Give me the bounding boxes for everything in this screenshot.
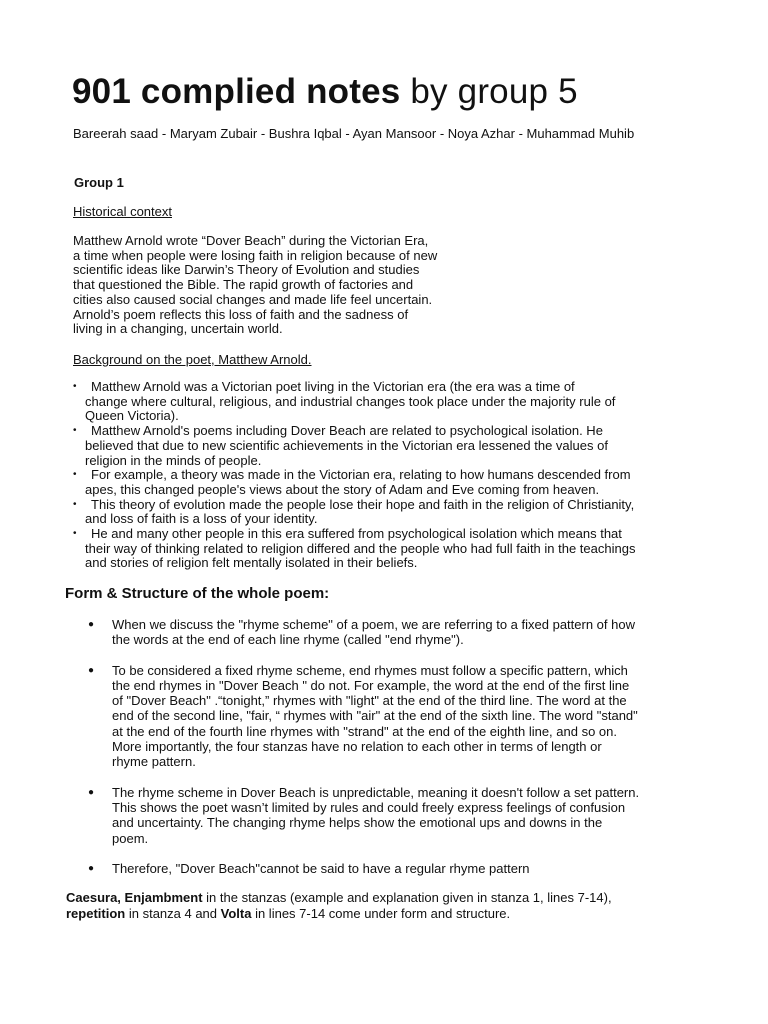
list-item <box>73 424 693 468</box>
text-line: at the end of the fourth line rhymes with "strand" at the end of the eighth line, and so on. <box>112 723 617 739</box>
historical-context-paragraph <box>73 234 437 337</box>
text-line: ● The rhyme scheme in Dover Beach is unpredictable, meaning it doesn't follow a set pattern. <box>112 784 640 800</box>
text-line: • Matthew Arnold was a Victorian poet living in the Victorian era (the era was a time of <box>91 379 575 394</box>
term-volta: Volta <box>220 906 252 921</box>
text-line: and uncertainty. The changing rhyme helps show the emotional ups and downs in the <box>112 815 603 831</box>
text-line: believed that due to new scientific achievements in the Victorian era lessened the values of <box>85 437 608 453</box>
text-line: Queen Victoria). <box>85 408 179 424</box>
text-line: the end rhymes in "Dover Beach " do not. For example, the word at the end of the first line <box>112 677 630 693</box>
group-label: Group 1 <box>74 175 124 190</box>
text-line: scientific ideas like Darwin’s Theory of Evolution and studies <box>73 262 420 278</box>
text-line: ● When we discuss the "rhyme scheme" of a poem, we are referring to a fixed pattern of how <box>112 617 635 632</box>
text-line: their way of thinking related to religion differed and the people who had full faith in the teachings <box>85 540 636 556</box>
text-line: • He and many other people in this era suffered from psychological isolation which means that <box>91 526 622 542</box>
page-title <box>72 72 578 112</box>
list-item <box>73 527 693 571</box>
text-line: and stories of religion felt mentally isolated in their beliefs. <box>85 555 418 571</box>
text-line: change where cultural, religious, and industrial changes took place under the majority rule of <box>85 393 616 409</box>
text-line <box>66 906 612 922</box>
text-line: ● Therefore, "Dover Beach"cannot be said to have a regular rhyme pattern <box>112 860 530 876</box>
list-item <box>88 785 688 846</box>
text-line: of "Dover Beach" .“tonight,” rhymes with "light" at the end of the third line. The word at the <box>112 693 627 709</box>
list-item <box>73 380 693 424</box>
text-line: • For example, a theory was made in the Victorian era, relating to how humans descended from <box>91 467 631 483</box>
background-list <box>73 380 693 571</box>
title-bold: 901 complied notes <box>72 72 401 111</box>
text-line: poem. <box>112 830 149 846</box>
background-heading: Background on the poet, Matthew Arnold. <box>73 352 312 367</box>
term-repetition: repetition <box>66 906 126 921</box>
text-line: This shows the poet wasn’t limited by rules and could freely express feelings of confusion <box>112 799 626 815</box>
text-line: More importantly, the four stanzas have no relation to each other in terms of length or <box>112 739 602 755</box>
text-line: • Matthew Arnold's poems including Dover Beach are related to psychological isolation. He <box>91 423 603 439</box>
list-item <box>88 617 688 648</box>
form-structure-heading: Form & Structure of the whole poem: <box>65 585 330 602</box>
text-line: and loss of faith is a loss of your identity. <box>85 511 318 527</box>
text-line: rhyme pattern. <box>112 754 196 770</box>
text-line: ● To be considered a fixed rhyme scheme, end rhymes must follow a specific pattern, which <box>112 662 628 678</box>
list-item <box>88 663 688 770</box>
text-fragment: in the stanzas (example and explanation given in stanza 1, lines 7-14), <box>202 890 612 905</box>
text-line: that questioned the Bible. The rapid growth of factories and <box>73 277 414 293</box>
text-line: cities also caused social changes and made life feel uncertain. <box>73 291 433 307</box>
text-fragment: in lines 7-14 come under form and structure. <box>251 906 511 921</box>
text-line: Matthew Arnold wrote “Dover Beach” during the Victorian Era, <box>73 233 429 248</box>
text-line: • This theory of evolution made the people lose their hope and faith in the religion of Christianity, <box>91 496 635 512</box>
text-line: apes, this changed people's views about the story of Adam and Eve coming from heaven. <box>85 481 600 497</box>
text-line: religion in the minds of people. <box>85 452 262 468</box>
text-line: Arnold’s poem reflects this loss of faith and the sadness of <box>73 306 409 322</box>
historical-context-heading: Historical context <box>73 204 172 219</box>
term-caesura-enjambment: Caesura, Enjambment <box>66 890 203 905</box>
text-line <box>66 890 612 906</box>
list-item <box>73 498 693 527</box>
list-item <box>88 861 688 876</box>
text-line: living in a changing, uncertain world. <box>73 321 283 337</box>
list-item <box>73 468 693 497</box>
text-line: a time when people were losing faith in religion because of new <box>73 247 438 263</box>
text-line: the words at the end of each line rhyme (called "end rhyme"). <box>112 632 464 648</box>
title-rest: by group 5 <box>400 72 578 111</box>
text-line: end of the second line, "fair, “ rhymes with "air" at the end of the sixth line. The word "stand" <box>112 708 638 724</box>
author-list: Bareerah saad - Maryam Zubair - Bushra Iqbal - Ayan Mansoor - Noya Azhar - Muhammad Muhib <box>73 126 635 141</box>
form-structure-list <box>88 617 688 876</box>
closing-paragraph <box>66 890 612 922</box>
text-fragment: in stanza 4 and <box>125 906 221 921</box>
